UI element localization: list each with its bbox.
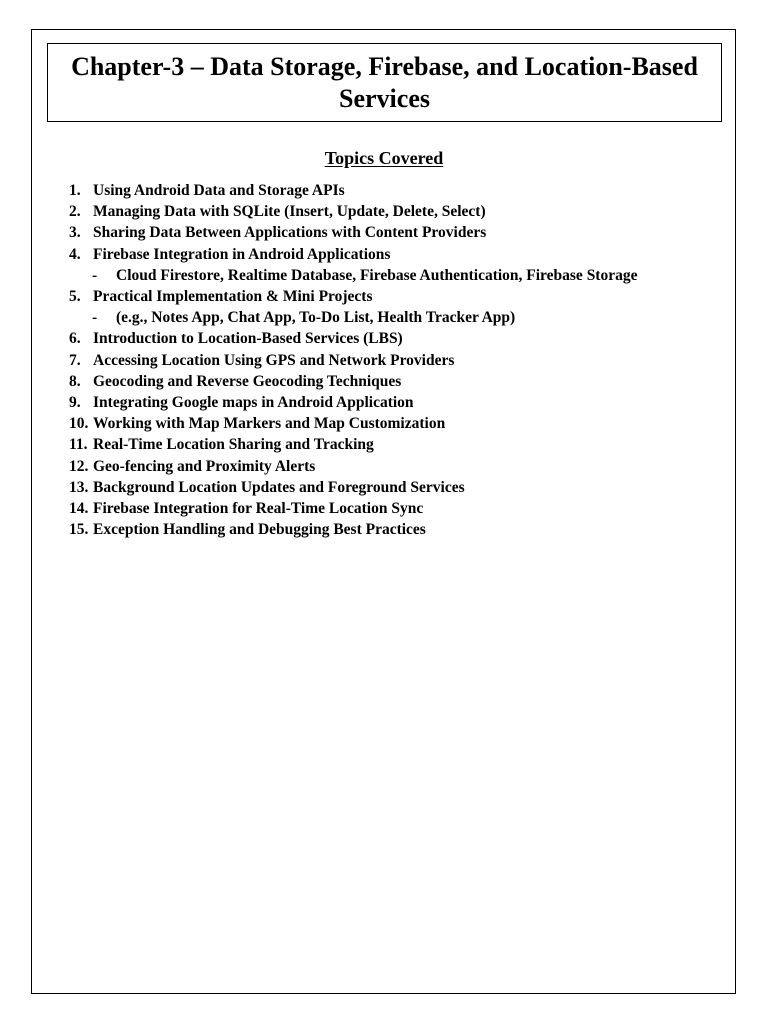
- topic-item: [69, 328, 669, 349]
- topic-dash: -: [92, 266, 98, 284]
- topic-number: 7.: [69, 351, 81, 369]
- topic-text: Exception Handling and Debugging Best Practices: [93, 521, 426, 539]
- topic-subitem: [69, 307, 669, 328]
- topic-number: 4.: [69, 245, 81, 263]
- topic-text: Integrating Google maps in Android Application: [93, 394, 414, 412]
- topic-text: Working with Map Markers and Map Customization: [93, 415, 446, 433]
- topic-item: [69, 413, 669, 434]
- topic-item: [69, 456, 669, 477]
- topic-item: [69, 392, 669, 413]
- topic-text: Practical Implementation & Mini Projects: [93, 288, 373, 306]
- topic-item: [69, 498, 669, 519]
- topic-item: [69, 286, 669, 307]
- topic-item: [69, 201, 669, 222]
- chapter-title: Chapter-3 – Data Storage, Firebase, and Location-Based Services: [71, 51, 698, 113]
- topic-number: 12.: [69, 457, 89, 475]
- topic-item: [69, 350, 669, 371]
- topic-item: [69, 477, 669, 498]
- topic-item: [69, 371, 669, 392]
- topics-heading: [0, 147, 768, 169]
- topic-number: 15.: [69, 521, 89, 539]
- topic-item: [69, 244, 669, 265]
- topics-heading-text: Topics Covered: [324, 148, 444, 168]
- topic-dash: -: [92, 309, 98, 327]
- topic-text: Real-Time Location Sharing and Tracking: [93, 436, 374, 454]
- topic-number: 13.: [69, 478, 89, 496]
- topic-number: 3.: [69, 224, 81, 242]
- topic-text: Using Android Data and Storage APIs: [93, 182, 345, 199]
- topic-text: Background Location Updates and Foreground Services: [93, 478, 465, 496]
- topic-item: [69, 222, 669, 243]
- topic-text: Firebase Integration in Android Applications: [93, 245, 391, 263]
- topic-subitem-text: Cloud Firestore, Realtime Database, Firebase Authentication, Firebase Storage: [116, 266, 638, 284]
- topic-number: 1.: [69, 182, 81, 199]
- topic-number: 10.: [69, 415, 89, 433]
- topic-subitem-text: (e.g., Notes App, Chat App, To-Do List, Health Tracker App): [116, 309, 516, 327]
- topic-item: [69, 519, 669, 540]
- topic-subitem: [69, 265, 669, 286]
- topic-text: Geocoding and Reverse Geocoding Techniques: [93, 372, 402, 390]
- chapter-title-box: [47, 43, 722, 122]
- topic-number: 8.: [69, 372, 81, 390]
- topic-text: Sharing Data Between Applications with Content Providers: [93, 224, 487, 242]
- topic-text: Managing Data with SQLite (Insert, Update, Delete, Select): [93, 203, 486, 221]
- topics-list: [69, 180, 669, 540]
- topic-number: 2.: [69, 203, 81, 221]
- topic-number: 14.: [69, 500, 89, 518]
- topic-number: 5.: [69, 288, 81, 306]
- topic-text: Geo-fencing and Proximity Alerts: [93, 457, 316, 475]
- topic-text: Introduction to Location-Based Services (LBS): [93, 330, 403, 348]
- topic-text: Firebase Integration for Real-Time Location Sync: [93, 500, 424, 518]
- topic-item: [69, 434, 669, 455]
- topic-number: 11.: [69, 436, 88, 454]
- topic-item: [69, 180, 669, 201]
- topic-text: Accessing Location Using GPS and Network Providers: [93, 351, 455, 369]
- topic-number: 9.: [69, 394, 81, 412]
- topic-number: 6.: [69, 330, 81, 348]
